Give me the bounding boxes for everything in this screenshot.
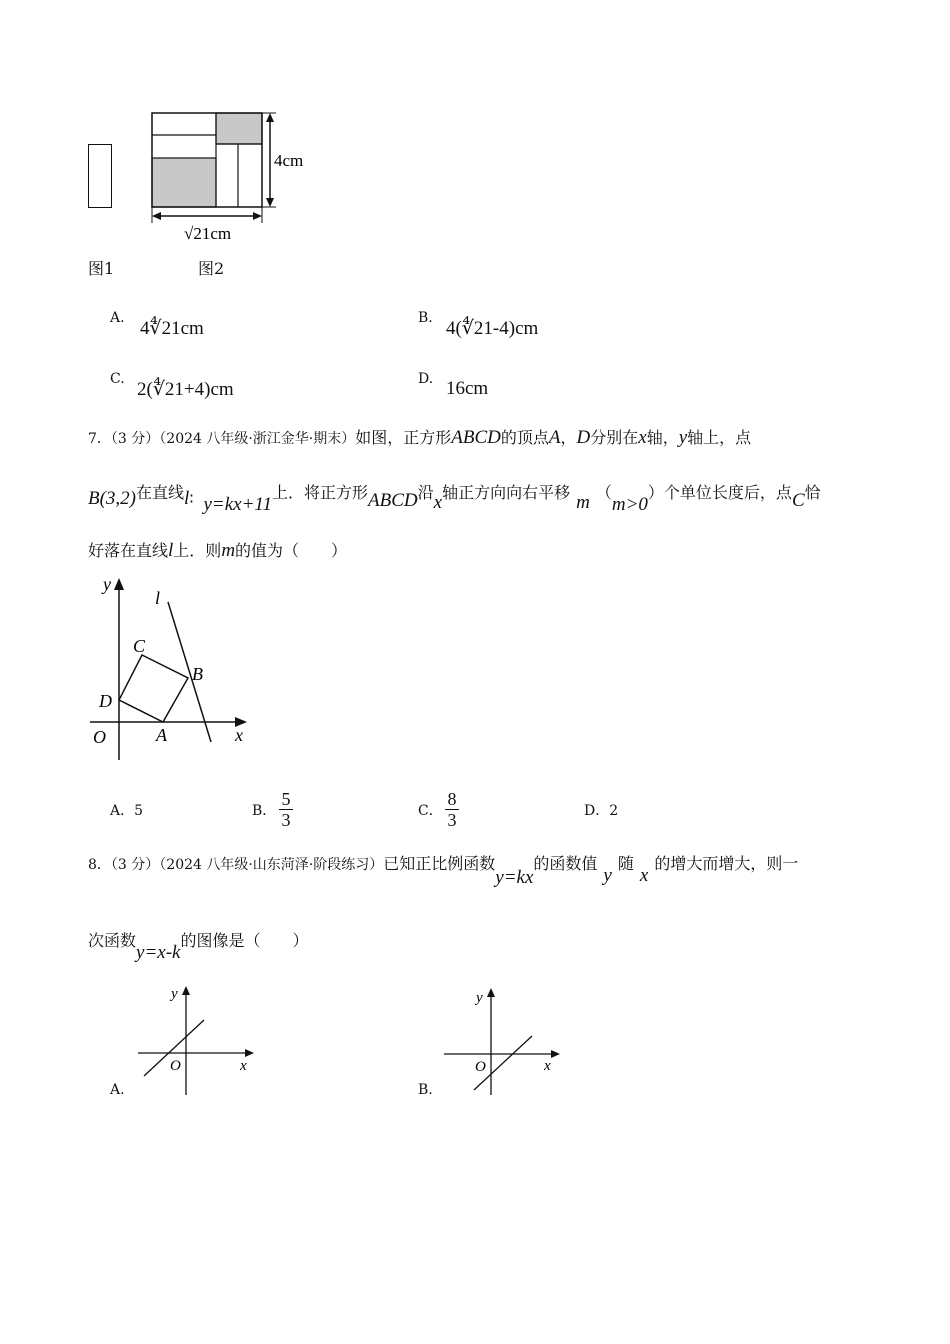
numerator: 5	[281, 789, 291, 809]
q8-text: 的增大而增大，则一	[654, 854, 799, 873]
q8-graph-a	[130, 980, 260, 1100]
q8-text: 的图像是（ ）	[180, 931, 309, 950]
q7-text: ，	[560, 428, 577, 447]
q6-option-a-text: 4∜21cm	[140, 318, 204, 339]
q7-line-2	[88, 480, 821, 515]
q7-math: y	[678, 427, 688, 448]
q7-math: ABCD	[451, 427, 501, 448]
q7-option-b-letter[interactable]: B．	[252, 803, 277, 819]
q7-score: （3 分）	[110, 431, 160, 447]
graph-b-x-label: x	[544, 1058, 551, 1074]
q7-option-b-fraction	[279, 789, 293, 830]
q8-math: y=x-k	[136, 942, 181, 963]
option-letter: D．	[584, 803, 610, 819]
q7-math: m	[221, 540, 236, 561]
q7-text: 轴上，点	[687, 428, 752, 447]
q7-math: D	[576, 427, 591, 448]
fig2-caption: 图2	[198, 259, 225, 278]
q7-text: ∶	[189, 489, 194, 508]
q7-line-3	[88, 538, 347, 562]
fig7-label-o: O	[93, 727, 106, 747]
q8-math: x	[639, 865, 649, 886]
q7-math: x	[638, 427, 647, 448]
option-value: 5	[134, 803, 144, 819]
q7-math: x	[433, 492, 443, 513]
graph-b-origin-label: O	[475, 1059, 486, 1075]
q6-option-c-text: 2(∜21+4)cm	[137, 379, 234, 400]
q7-text: 好落在直线	[88, 541, 169, 560]
q7-text: 轴，	[646, 428, 679, 447]
q7-math: m>0	[611, 494, 648, 515]
option-letter: A．	[110, 803, 135, 819]
q7-math: A	[548, 427, 561, 448]
q7-text: 如图，正方形	[355, 428, 452, 447]
q7-math: ABCD	[368, 490, 418, 511]
q7-option-d[interactable]	[584, 800, 618, 820]
q8-option-a-letter[interactable]: A.	[110, 1082, 125, 1098]
q8-option-b-letter[interactable]: B.	[418, 1082, 433, 1098]
q7-number: 7．	[88, 431, 111, 447]
q7-figure	[85, 570, 255, 765]
q7-text: 在直线	[136, 483, 185, 502]
q7-text: 上．将正方形	[272, 483, 369, 502]
q7-text: ）个单位长度后，点	[647, 483, 792, 502]
q7-text: 上．则	[173, 541, 222, 560]
graph-a-x-label: x	[240, 1058, 247, 1074]
q7-source: （2024 八年级·浙江金华·期末）	[159, 431, 356, 447]
q7-line-equation: y=kx+11	[203, 494, 273, 515]
q7-text: 沿	[417, 483, 434, 502]
q6-option-d-text: 16cm	[446, 378, 489, 399]
q6-option-b-text: 4(∜21-4)cm	[446, 318, 539, 339]
q6-option-b-letter[interactable]: B.	[418, 310, 433, 326]
q8-graph-b	[436, 980, 566, 1100]
fig2-height-label: 4cm	[274, 151, 304, 170]
fig7-label-b: B	[192, 664, 203, 684]
option-value: 2	[609, 803, 619, 819]
q8-text: 次函数	[88, 931, 137, 950]
q8-line-1	[88, 851, 799, 888]
q6-figure-2	[140, 105, 330, 245]
denominator: 3	[447, 810, 457, 830]
q7-math: B(3,2)	[88, 488, 137, 509]
q8-text: 的函数值	[533, 854, 598, 873]
fig7-label-d: D	[99, 691, 112, 711]
q7-math: l	[184, 488, 190, 509]
q8-score: （3 分）	[110, 857, 160, 873]
fig7-label-y: y	[103, 574, 111, 594]
fig7-label-a: A	[156, 725, 167, 745]
q7-option-c-letter[interactable]: C．	[418, 803, 443, 819]
q8-source: （2024 八年级·山东菏泽·阶段练习）	[159, 857, 384, 873]
fig7-label-l: l	[155, 588, 161, 608]
q6-option-a-letter[interactable]: A.	[110, 310, 125, 326]
graph-a-origin-label: O	[170, 1058, 181, 1074]
graph-a-y-label: y	[171, 986, 178, 1002]
q8-line-2	[88, 928, 309, 963]
q7-line-1	[88, 425, 751, 449]
numerator: 8	[447, 789, 457, 809]
q7-text: 分别在	[590, 428, 639, 447]
q8-math: y=kx	[495, 867, 534, 888]
q7-text: 恰	[804, 483, 821, 502]
q8-math: y	[603, 865, 612, 886]
q7-option-c-fraction	[445, 789, 459, 830]
q7-text: 的值为（ ）	[235, 541, 348, 560]
graph-b-y-label: y	[476, 990, 483, 1006]
fig7-label-c: C	[133, 636, 146, 656]
q8-text: 随	[617, 854, 634, 873]
q7-text: （	[595, 483, 612, 502]
fig7-label-x: x	[235, 725, 243, 745]
q6-figure-1	[88, 144, 112, 208]
q7-text: 轴正方向向右平移	[442, 483, 571, 502]
q7-math: m	[576, 492, 590, 513]
q8-text: 已知正比例函数	[383, 854, 496, 873]
q7-text: 的顶点	[500, 428, 549, 447]
q8-number: 8．	[88, 857, 111, 873]
q6-option-d-letter[interactable]: D.	[418, 371, 434, 387]
fig1-caption: 图1	[88, 259, 115, 278]
q7-math: l	[168, 540, 174, 561]
q7-option-a[interactable]	[110, 800, 143, 820]
denominator: 3	[281, 810, 291, 830]
q7-math: C	[791, 490, 805, 511]
q6-option-c-letter[interactable]: C.	[110, 371, 125, 387]
fig2-width-label: √21cm	[184, 224, 232, 243]
